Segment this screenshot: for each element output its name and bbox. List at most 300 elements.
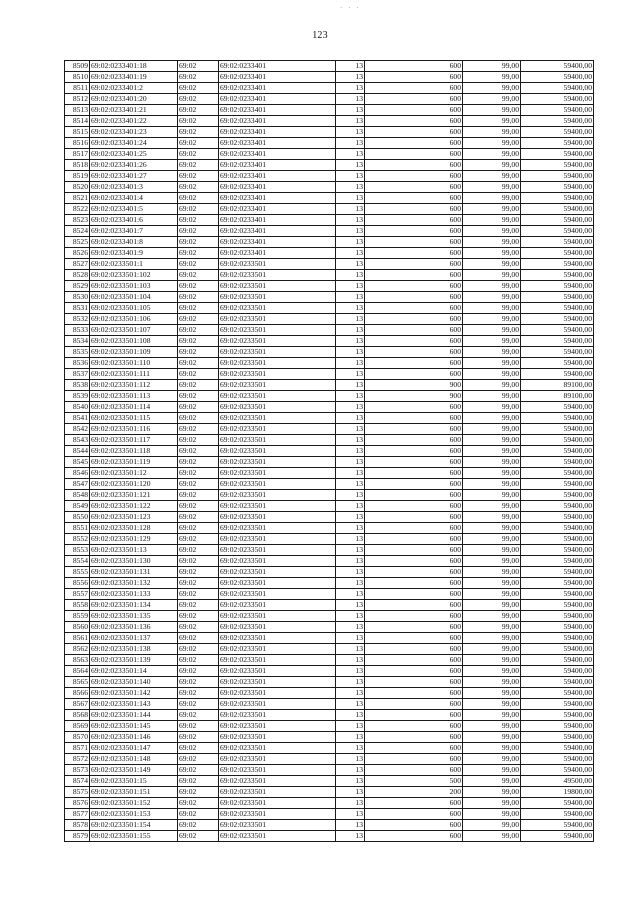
rate-cell: 99,00 (463, 468, 521, 479)
row-number-cell: 8576 (65, 798, 90, 809)
group-code-cell: 13 (336, 765, 365, 776)
row-number-cell: 8540 (65, 402, 90, 413)
cadastral-number-cell: 69:02:0233401:19 (90, 72, 178, 83)
quarter-number-cell: 69:02:0233401 (219, 83, 336, 94)
total-cell: 59400,00 (521, 413, 594, 424)
area-cell: 600 (365, 600, 463, 611)
quarter-number-cell: 69:02:0233501 (219, 424, 336, 435)
district-code-cell: 69:02 (178, 358, 219, 369)
table-row (65, 831, 594, 842)
group-code-cell: 13 (336, 105, 365, 116)
area-cell: 600 (365, 424, 463, 435)
total-cell: 59400,00 (521, 567, 594, 578)
total-cell: 59400,00 (521, 655, 594, 666)
total-cell: 59400,00 (521, 754, 594, 765)
district-code-cell: 69:02 (178, 259, 219, 270)
area-cell: 600 (365, 468, 463, 479)
group-code-cell: 13 (336, 182, 365, 193)
area-cell: 600 (365, 61, 463, 72)
group-code-cell: 13 (336, 171, 365, 182)
table-row (65, 622, 594, 633)
row-number-cell: 8538 (65, 380, 90, 391)
district-code-cell: 69:02 (178, 688, 219, 699)
cadastral-number-cell: 69:02:0233501:115 (90, 413, 178, 424)
rate-cell: 99,00 (463, 787, 521, 798)
table-row (65, 149, 594, 160)
table-row (65, 743, 594, 754)
rate-cell: 99,00 (463, 655, 521, 666)
rate-cell: 99,00 (463, 127, 521, 138)
cadastral-number-cell: 69:02:0233501:142 (90, 688, 178, 699)
group-code-cell: 13 (336, 215, 365, 226)
total-cell: 59400,00 (521, 83, 594, 94)
district-code-cell: 69:02 (178, 336, 219, 347)
district-code-cell: 69:02 (178, 721, 219, 732)
rate-cell: 99,00 (463, 644, 521, 655)
district-code-cell: 69:02 (178, 512, 219, 523)
row-number-cell: 8560 (65, 622, 90, 633)
rate-cell: 99,00 (463, 402, 521, 413)
total-cell: 59400,00 (521, 677, 594, 688)
total-cell: 59400,00 (521, 116, 594, 127)
table-row (65, 435, 594, 446)
total-cell: 59400,00 (521, 160, 594, 171)
total-cell: 59400,00 (521, 710, 594, 721)
total-cell: 59400,00 (521, 259, 594, 270)
group-code-cell: 13 (336, 710, 365, 721)
area-cell: 600 (365, 347, 463, 358)
quarter-number-cell: 69:02:0233401 (219, 171, 336, 182)
rate-cell: 99,00 (463, 600, 521, 611)
district-code-cell: 69:02 (178, 776, 219, 787)
total-cell: 59400,00 (521, 523, 594, 534)
rate-cell: 99,00 (463, 611, 521, 622)
total-cell: 59400,00 (521, 402, 594, 413)
area-cell: 900 (365, 380, 463, 391)
quarter-number-cell: 69:02:0233501 (219, 743, 336, 754)
cadastral-number-cell: 69:02:0233501:118 (90, 446, 178, 457)
quarter-number-cell: 69:02:0233501 (219, 281, 336, 292)
total-cell: 59400,00 (521, 501, 594, 512)
district-code-cell: 69:02 (178, 479, 219, 490)
cadastral-number-cell: 69:02:0233401:20 (90, 94, 178, 105)
group-code-cell: 13 (336, 72, 365, 83)
rate-cell: 99,00 (463, 545, 521, 556)
cadastral-number-cell: 69:02:0233501:128 (90, 523, 178, 534)
cadastral-number-cell: 69:02:0233401:7 (90, 226, 178, 237)
quarter-number-cell: 69:02:0233501 (219, 699, 336, 710)
quarter-number-cell: 69:02:0233501 (219, 303, 336, 314)
total-cell: 59400,00 (521, 820, 594, 831)
district-code-cell: 69:02 (178, 369, 219, 380)
group-code-cell: 13 (336, 490, 365, 501)
table-row (65, 589, 594, 600)
total-cell: 59400,00 (521, 248, 594, 259)
total-cell: 59400,00 (521, 336, 594, 347)
total-cell: 59400,00 (521, 556, 594, 567)
area-cell: 600 (365, 270, 463, 281)
cadastral-number-cell: 69:02:0233501:129 (90, 534, 178, 545)
group-code-cell: 13 (336, 732, 365, 743)
quarter-number-cell: 69:02:0233501 (219, 798, 336, 809)
rate-cell: 99,00 (463, 61, 521, 72)
row-number-cell: 8523 (65, 215, 90, 226)
total-cell: 49500,00 (521, 776, 594, 787)
total-cell: 59400,00 (521, 644, 594, 655)
rate-cell: 99,00 (463, 776, 521, 787)
total-cell: 59400,00 (521, 721, 594, 732)
row-number-cell: 8579 (65, 831, 90, 842)
rate-cell: 99,00 (463, 688, 521, 699)
rate-cell: 99,00 (463, 743, 521, 754)
total-cell: 59400,00 (521, 325, 594, 336)
quarter-number-cell: 69:02:0233401 (219, 226, 336, 237)
rate-cell: 99,00 (463, 567, 521, 578)
area-cell: 600 (365, 402, 463, 413)
area-cell: 600 (365, 457, 463, 468)
district-code-cell: 69:02 (178, 490, 219, 501)
quarter-number-cell: 69:02:0233501 (219, 688, 336, 699)
quarter-number-cell: 69:02:0233501 (219, 578, 336, 589)
cadastral-number-cell: 69:02:0233401:22 (90, 116, 178, 127)
total-cell: 59400,00 (521, 347, 594, 358)
quarter-number-cell: 69:02:0233401 (219, 105, 336, 116)
cadastral-number-cell: 69:02:0233501:134 (90, 600, 178, 611)
row-number-cell: 8566 (65, 688, 90, 699)
cadastral-number-cell: 69:02:0233401:3 (90, 182, 178, 193)
quarter-number-cell: 69:02:0233401 (219, 204, 336, 215)
rate-cell: 99,00 (463, 754, 521, 765)
quarter-number-cell: 69:02:0233501 (219, 820, 336, 831)
group-code-cell: 13 (336, 523, 365, 534)
quarter-number-cell: 69:02:0233501 (219, 380, 336, 391)
rate-cell: 99,00 (463, 732, 521, 743)
quarter-number-cell: 69:02:0233501 (219, 446, 336, 457)
group-code-cell: 13 (336, 567, 365, 578)
table-row (65, 677, 594, 688)
quarter-number-cell: 69:02:0233401 (219, 116, 336, 127)
table-row (65, 633, 594, 644)
row-number-cell: 8509 (65, 61, 90, 72)
row-number-cell: 8568 (65, 710, 90, 721)
cadastral-number-cell: 69:02:0233501:153 (90, 809, 178, 820)
total-cell: 59400,00 (521, 171, 594, 182)
district-code-cell: 69:02 (178, 633, 219, 644)
row-number-cell: 8516 (65, 138, 90, 149)
cadastral-number-cell: 69:02:0233401:5 (90, 204, 178, 215)
district-code-cell: 69:02 (178, 732, 219, 743)
quarter-number-cell: 69:02:0233501 (219, 292, 336, 303)
group-code-cell: 13 (336, 776, 365, 787)
row-number-cell: 8556 (65, 578, 90, 589)
table-row (65, 72, 594, 83)
row-number-cell: 8543 (65, 435, 90, 446)
quarter-number-cell: 69:02:0233501 (219, 457, 336, 468)
table-row (65, 358, 594, 369)
quarter-number-cell: 69:02:0233501 (219, 776, 336, 787)
quarter-number-cell: 69:02:0233501 (219, 754, 336, 765)
row-number-cell: 8517 (65, 149, 90, 160)
row-number-cell: 8559 (65, 611, 90, 622)
total-cell: 59400,00 (521, 578, 594, 589)
table-row (65, 160, 594, 171)
area-cell: 600 (365, 105, 463, 116)
quarter-number-cell: 69:02:0233401 (219, 149, 336, 160)
quarter-number-cell: 69:02:0233501 (219, 765, 336, 776)
table-row (65, 600, 594, 611)
cadastral-number-cell: 69:02:0233401:27 (90, 171, 178, 182)
group-code-cell: 13 (336, 501, 365, 512)
area-cell: 600 (365, 281, 463, 292)
total-cell: 59400,00 (521, 732, 594, 743)
rate-cell: 99,00 (463, 182, 521, 193)
district-code-cell: 69:02 (178, 820, 219, 831)
rate-cell: 99,00 (463, 512, 521, 523)
rate-cell: 99,00 (463, 523, 521, 534)
quarter-number-cell: 69:02:0233501 (219, 677, 336, 688)
total-cell: 59400,00 (521, 369, 594, 380)
quarter-number-cell: 69:02:0233501 (219, 655, 336, 666)
cadastral-number-cell: 69:02:0233501:102 (90, 270, 178, 281)
area-cell: 900 (365, 391, 463, 402)
total-cell: 59400,00 (521, 182, 594, 193)
area-cell: 600 (365, 721, 463, 732)
cadastral-number-cell: 69:02:0233501:155 (90, 831, 178, 842)
group-code-cell: 13 (336, 743, 365, 754)
district-code-cell: 69:02 (178, 611, 219, 622)
top-marks: · · · (340, 4, 361, 12)
row-number-cell: 8512 (65, 94, 90, 105)
rate-cell: 99,00 (463, 193, 521, 204)
district-code-cell: 69:02 (178, 589, 219, 600)
table-row (65, 138, 594, 149)
group-code-cell: 13 (336, 534, 365, 545)
total-cell: 59400,00 (521, 699, 594, 710)
cadastral-number-cell: 69:02:0233501:122 (90, 501, 178, 512)
group-code-cell: 13 (336, 138, 365, 149)
group-code-cell: 13 (336, 149, 365, 160)
group-code-cell: 13 (336, 116, 365, 127)
cadastral-number-cell: 69:02:0233501:145 (90, 721, 178, 732)
cadastral-number-cell: 69:02:0233501:138 (90, 644, 178, 655)
quarter-number-cell: 69:02:0233501 (219, 545, 336, 556)
cadastral-number-cell: 69:02:0233501:116 (90, 424, 178, 435)
table-row (65, 512, 594, 523)
row-number-cell: 8518 (65, 160, 90, 171)
cadastral-number-cell: 69:02:0233501:120 (90, 479, 178, 490)
district-code-cell: 69:02 (178, 402, 219, 413)
cadastral-number-cell: 69:02:0233501:1 (90, 259, 178, 270)
cadastral-number-cell: 69:02:0233501:152 (90, 798, 178, 809)
quarter-number-cell: 69:02:0233501 (219, 468, 336, 479)
row-number-cell: 8557 (65, 589, 90, 600)
rate-cell: 99,00 (463, 699, 521, 710)
total-cell: 59400,00 (521, 281, 594, 292)
table-row (65, 347, 594, 358)
row-number-cell: 8558 (65, 600, 90, 611)
row-number-cell: 8537 (65, 369, 90, 380)
row-number-cell: 8531 (65, 303, 90, 314)
district-code-cell: 69:02 (178, 545, 219, 556)
quarter-number-cell: 69:02:0233401 (219, 182, 336, 193)
cadastral-number-cell: 69:02:0233501:154 (90, 820, 178, 831)
rate-cell: 99,00 (463, 435, 521, 446)
group-code-cell: 13 (336, 358, 365, 369)
cadastral-number-cell: 69:02:0233501:109 (90, 347, 178, 358)
quarter-number-cell: 69:02:0233501 (219, 270, 336, 281)
table-row (65, 534, 594, 545)
district-code-cell: 69:02 (178, 699, 219, 710)
row-number-cell: 8555 (65, 567, 90, 578)
table-row (65, 193, 594, 204)
total-cell: 59400,00 (521, 435, 594, 446)
area-cell: 600 (365, 743, 463, 754)
group-code-cell: 13 (336, 281, 365, 292)
quarter-number-cell: 69:02:0233501 (219, 787, 336, 798)
rate-cell: 99,00 (463, 292, 521, 303)
quarter-number-cell: 69:02:0233501 (219, 413, 336, 424)
district-code-cell: 69:02 (178, 204, 219, 215)
cadastral-number-cell: 69:02:0233401:2 (90, 83, 178, 94)
district-code-cell: 69:02 (178, 523, 219, 534)
row-number-cell: 8562 (65, 644, 90, 655)
district-code-cell: 69:02 (178, 644, 219, 655)
row-number-cell: 8511 (65, 83, 90, 94)
quarter-number-cell: 69:02:0233501 (219, 435, 336, 446)
rate-cell: 99,00 (463, 622, 521, 633)
table-row (65, 787, 594, 798)
cadastral-number-cell: 69:02:0233501:108 (90, 336, 178, 347)
table-row (65, 413, 594, 424)
cadastral-number-cell: 69:02:0233501:121 (90, 490, 178, 501)
rate-cell: 99,00 (463, 204, 521, 215)
group-code-cell: 13 (336, 325, 365, 336)
district-code-cell: 69:02 (178, 116, 219, 127)
quarter-number-cell: 69:02:0233401 (219, 61, 336, 72)
total-cell: 59400,00 (521, 424, 594, 435)
district-code-cell: 69:02 (178, 160, 219, 171)
area-cell: 600 (365, 149, 463, 160)
table-row (65, 468, 594, 479)
table-row (65, 314, 594, 325)
total-cell: 59400,00 (521, 798, 594, 809)
area-cell: 600 (365, 446, 463, 457)
quarter-number-cell: 69:02:0233501 (219, 567, 336, 578)
area-cell: 500 (365, 776, 463, 787)
total-cell: 59400,00 (521, 270, 594, 281)
cadastral-number-cell: 69:02:0233501:110 (90, 358, 178, 369)
total-cell: 59400,00 (521, 831, 594, 842)
district-code-cell: 69:02 (178, 809, 219, 820)
district-code-cell: 69:02 (178, 457, 219, 468)
quarter-number-cell: 69:02:0233501 (219, 600, 336, 611)
rate-cell: 99,00 (463, 391, 521, 402)
cadastral-number-cell: 69:02:0233401:21 (90, 105, 178, 116)
table-row (65, 402, 594, 413)
area-cell: 600 (365, 677, 463, 688)
cadastral-number-cell: 69:02:0233501:103 (90, 281, 178, 292)
row-number-cell: 8514 (65, 116, 90, 127)
row-number-cell: 8524 (65, 226, 90, 237)
row-number-cell: 8513 (65, 105, 90, 116)
group-code-cell: 13 (336, 556, 365, 567)
quarter-number-cell: 69:02:0233501 (219, 314, 336, 325)
cadastral-number-cell: 69:02:0233501:130 (90, 556, 178, 567)
cadastral-number-cell: 69:02:0233501:149 (90, 765, 178, 776)
total-cell: 59400,00 (521, 193, 594, 204)
group-code-cell: 13 (336, 226, 365, 237)
cadastral-number-cell: 69:02:0233501:135 (90, 611, 178, 622)
cadastral-number-cell: 69:02:0233501:114 (90, 402, 178, 413)
cadastral-number-cell: 69:02:0233401:23 (90, 127, 178, 138)
group-code-cell: 13 (336, 622, 365, 633)
group-code-cell: 13 (336, 347, 365, 358)
group-code-cell: 13 (336, 798, 365, 809)
total-cell: 59400,00 (521, 226, 594, 237)
district-code-cell: 69:02 (178, 325, 219, 336)
cadastral-number-cell: 69:02:0233401:26 (90, 160, 178, 171)
total-cell: 19800,00 (521, 787, 594, 798)
row-number-cell: 8569 (65, 721, 90, 732)
row-number-cell: 8529 (65, 281, 90, 292)
row-number-cell: 8554 (65, 556, 90, 567)
quarter-number-cell: 69:02:0233501 (219, 556, 336, 567)
district-code-cell: 69:02 (178, 226, 219, 237)
rate-cell: 99,00 (463, 303, 521, 314)
table-row (65, 226, 594, 237)
rate-cell: 99,00 (463, 809, 521, 820)
row-number-cell: 8575 (65, 787, 90, 798)
row-number-cell: 8572 (65, 754, 90, 765)
district-code-cell: 69:02 (178, 831, 219, 842)
rate-cell: 99,00 (463, 798, 521, 809)
row-number-cell: 8578 (65, 820, 90, 831)
group-code-cell: 13 (336, 446, 365, 457)
rate-cell: 99,00 (463, 171, 521, 182)
rate-cell: 99,00 (463, 237, 521, 248)
quarter-number-cell: 69:02:0233401 (219, 138, 336, 149)
total-cell: 89100,00 (521, 380, 594, 391)
rate-cell: 99,00 (463, 138, 521, 149)
district-code-cell: 69:02 (178, 424, 219, 435)
row-number-cell: 8525 (65, 237, 90, 248)
area-cell: 600 (365, 567, 463, 578)
group-code-cell: 13 (336, 424, 365, 435)
rate-cell: 99,00 (463, 336, 521, 347)
cadastral-number-cell: 69:02:0233501:146 (90, 732, 178, 743)
area-cell: 600 (365, 182, 463, 193)
group-code-cell: 13 (336, 193, 365, 204)
group-code-cell: 13 (336, 336, 365, 347)
table-row (65, 567, 594, 578)
rate-cell: 99,00 (463, 666, 521, 677)
total-cell: 59400,00 (521, 204, 594, 215)
area-cell: 600 (365, 809, 463, 820)
table-row (65, 446, 594, 457)
quarter-number-cell: 69:02:0233501 (219, 501, 336, 512)
area-cell: 600 (365, 116, 463, 127)
row-number-cell: 8528 (65, 270, 90, 281)
row-number-cell: 8551 (65, 523, 90, 534)
table-row (65, 688, 594, 699)
table-row (65, 556, 594, 567)
quarter-number-cell: 69:02:0233501 (219, 325, 336, 336)
quarter-number-cell: 69:02:0233501 (219, 732, 336, 743)
area-cell: 600 (365, 193, 463, 204)
group-code-cell: 13 (336, 677, 365, 688)
group-code-cell: 13 (336, 633, 365, 644)
area-cell: 600 (365, 127, 463, 138)
